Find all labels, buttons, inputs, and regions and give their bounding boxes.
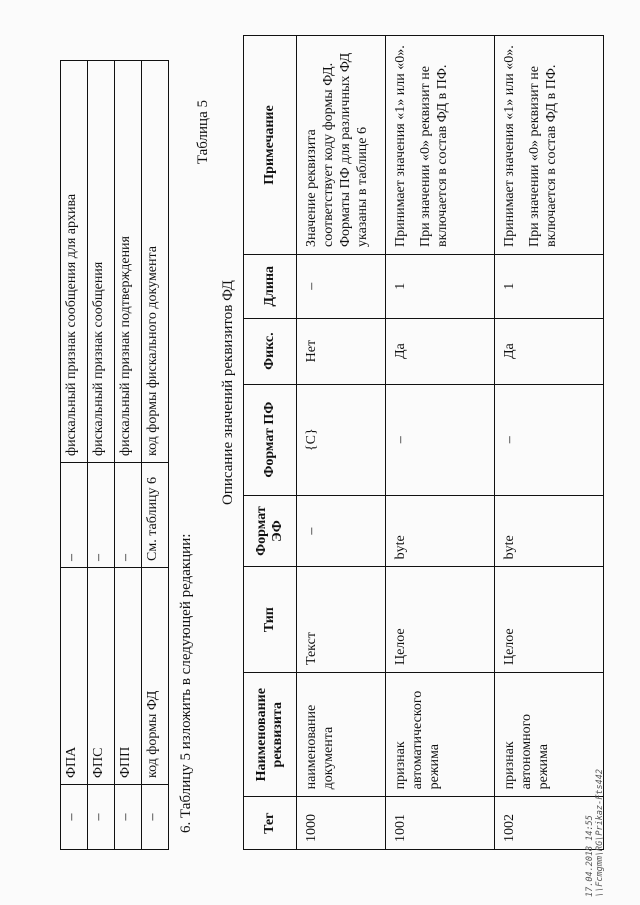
table-row <box>61 61 88 850</box>
cell-type: Целое <box>495 567 604 673</box>
cell-fixed: Да <box>386 318 495 384</box>
cell-fixed: Нет <box>297 318 386 384</box>
top-table <box>60 60 169 850</box>
cell-length: 1 <box>495 255 604 319</box>
cell-fixed: Да <box>495 318 604 384</box>
table-title: Описание значений реквизитов ФД <box>220 280 236 505</box>
cell-format-ef: byte <box>495 495 604 567</box>
header-type: Тип <box>244 567 297 673</box>
cell-note <box>495 36 604 255</box>
cell-format-pf: {C} <box>297 384 386 495</box>
table-row <box>88 61 115 850</box>
header-fixed: Фикс. <box>244 318 297 384</box>
table-caption: Таблица 5 <box>195 100 211 165</box>
cell: – <box>115 785 142 850</box>
cell-format-ef: byte <box>386 495 495 567</box>
cell: – <box>88 785 115 850</box>
note-text: Значение реквизита соответствует коду формы ФД. Форматы ПФ для различных ФД указаны в таблице 6 <box>304 52 370 248</box>
cell-name: признак автоматического режима <box>386 673 495 797</box>
header-format-ef: Формат ЭФ <box>244 495 297 567</box>
cell: – <box>115 463 142 568</box>
cell-format-pf: – <box>386 384 495 495</box>
header-note: Примечание <box>244 36 297 255</box>
cell-tag: 1000 <box>297 797 386 850</box>
table-row <box>297 36 386 850</box>
cell: См. таблицу 6 <box>142 463 169 568</box>
cell: – <box>142 785 169 850</box>
cell-note <box>297 36 386 255</box>
header-name: Наименование реквизита <box>244 673 297 797</box>
note-text: При значении «0» реквизит не включается в состав ФД в ПФ. <box>527 64 559 248</box>
cell: – <box>88 463 115 568</box>
table-row <box>142 61 169 850</box>
table-row <box>495 36 604 850</box>
header-row <box>244 36 297 850</box>
cell-format-pf: – <box>495 384 604 495</box>
stamp-line: \\Fcmgmm\RG\Prikaz-Fts442 <box>595 769 605 897</box>
cell: ФПП <box>115 568 142 785</box>
header-tag: Тег <box>244 797 297 850</box>
header-format-pf: Формат ПФ <box>244 384 297 495</box>
requisites-table <box>243 35 604 850</box>
table-row <box>386 36 495 850</box>
note-text: При значении «0» реквизит не включается в состав ФД в ПФ. <box>418 64 450 248</box>
cell: фискальный признак сообщения для архива <box>61 61 88 463</box>
cell: – <box>61 463 88 568</box>
cell-tag: 1001 <box>386 797 495 850</box>
note-text: Принимает значения «1» или «0». <box>393 45 408 248</box>
cell-name: наименование документа <box>297 673 386 797</box>
cell-type: Текст <box>297 567 386 673</box>
cell: фискальный признак подтверждения <box>115 61 142 463</box>
cell: – <box>61 785 88 850</box>
cell-note <box>386 36 495 255</box>
item-6-text: 6. Таблицу 5 изложить в следующей редакции: <box>178 533 194 833</box>
cell-length: 1 <box>386 255 495 319</box>
cell: ФПА <box>61 568 88 785</box>
file-stamp <box>585 769 605 897</box>
cell-length: – <box>297 255 386 319</box>
cell: код формы фискального документа <box>142 61 169 463</box>
stamp-line: 17.04.2018 14:55 <box>585 815 595 897</box>
cell: фискальный признак сообщения <box>88 61 115 463</box>
cell-name: признак автономного режима <box>495 673 604 797</box>
header-length: Длина <box>244 255 297 319</box>
note-text: Принимает значения «1» или «0». <box>502 45 517 248</box>
cell: ФПС <box>88 568 115 785</box>
cell-format-ef: – <box>297 495 386 567</box>
cell-type: Целое <box>386 567 495 673</box>
cell-tag: 1002 <box>495 797 604 850</box>
table-row <box>115 61 142 850</box>
cell: код формы ФД <box>142 568 169 785</box>
